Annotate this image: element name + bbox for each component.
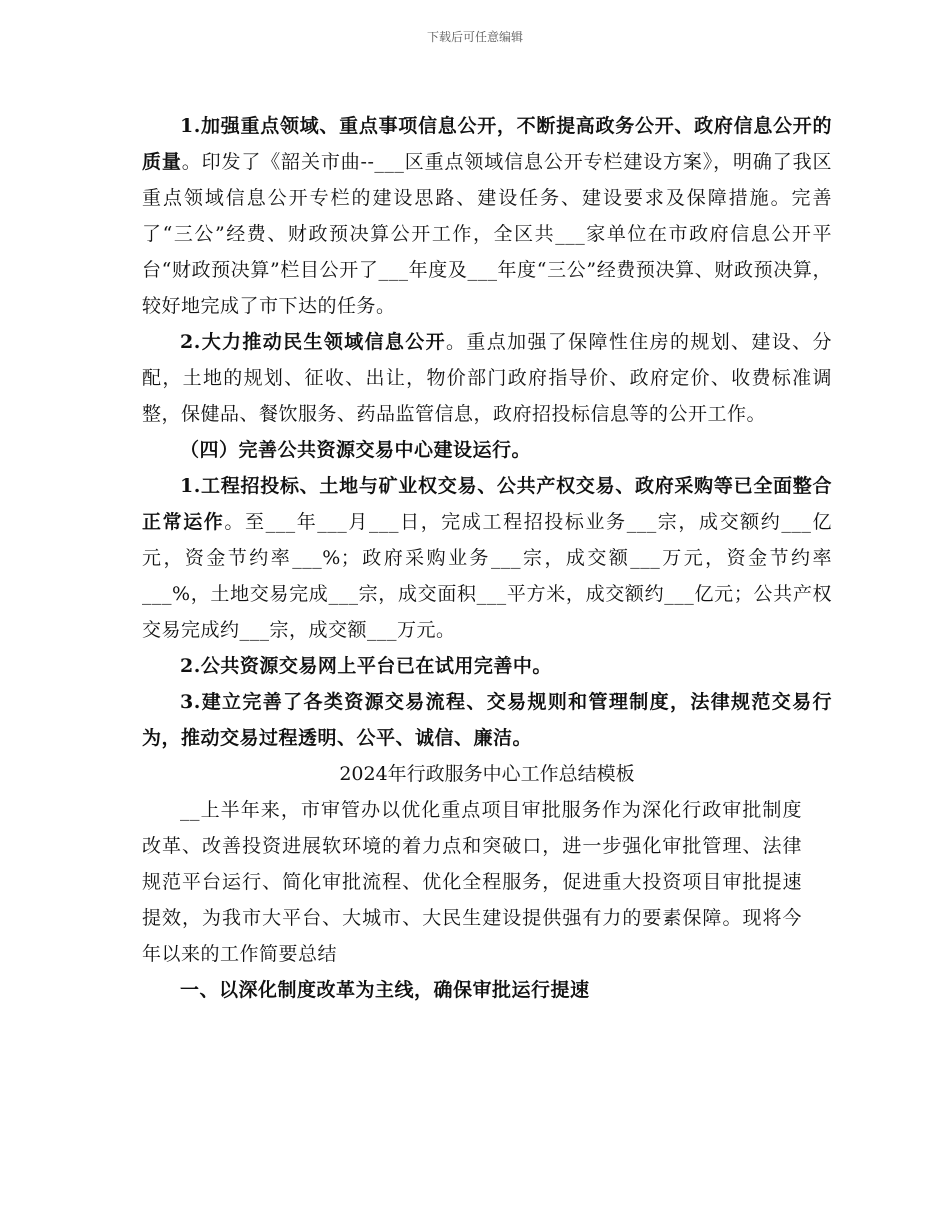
document-title: 2024年行政服务中心工作总结模板 — [339, 763, 635, 785]
paragraph-1-text: 。印发了《韶关市曲--___区重点领域信息公开专栏建设方案》，明确了我区重点领域信息公开专栏的建设思路、建设任务、建设要求及保障措施。完善了“三公”经费、财政预决算公开工作，全区共___家单位在市政府信息公开平台“财政预决算”栏目公开了___年度及___年度“三公”经费预决算、财政预决算，较好地完成了市下达的任务。 — [142, 151, 832, 317]
section-heading-1: 一、以深化制度改革为主线，确保审批运行提速 — [180, 979, 590, 1001]
paragraph-1-heading: 1.加强重点领域、重点事项信息公开，不断提高政务公开、政府信息公开的质量 — [142, 115, 832, 173]
paragraph-2-heading: 2.大力推动民生领域信息公开 — [180, 331, 447, 353]
paragraph-5: 3.建立完善了各类资源交易流程、交易规则和管理制度，法律规范交易行为，推动交易过程透明、公平、诚信、廉洁。 — [142, 691, 832, 749]
paragraph-3-heading: 1.工程招投标、土地与矿业权交易、公共产权交易、政府采购等已全面整合正常运作 — [142, 475, 832, 533]
paragraph-6: __上半年来，市审管办以优化重点项目审批服务作为深化行政审批制度改革、改善投资进展软环境的着力点和突破口，进一步强化审批管理、法律规范平台运行、简化审批流程、优化全程服务，促进重大投资项目审批提速提效，为我市大平台、大城市、大民生建设提供强有力的要素保障。现将今年以来的工作简要总结 — [142, 799, 802, 965]
paragraph-2 — [142, 324, 832, 432]
paragraph-4: 2.公共资源交易网上平台已在试用完善中。 — [180, 655, 552, 677]
paragraph-3 — [142, 468, 832, 648]
page-header: 下载后可任意编辑 — [426, 30, 523, 44]
paragraph-2-text: 。重点加强了保障性住房的规划、建设、分配，土地的规划、征收、出让，物价部门政府指导价、政府定价、收费标准调整，保健品、餐饮服务、药品监管信息，政府招投标信息等的公开工作。 — [142, 331, 832, 425]
paragraph-1 — [142, 108, 832, 324]
section-heading-4: （四）完善公共资源交易中心建设运行。 — [180, 439, 532, 461]
document-body — [142, 108, 832, 1008]
paragraph-3-text: 。至___年___月___日，完成工程招投标业务___宗，成交额约___亿元，资金节约率___%；政府采购业务___宗，成交额___万元，资金节约率___%，土地交易完成___宗，成交面积___平方米，成交额约___亿元；公共产权交易完成约___宗，成交额___万元。 — [142, 511, 832, 641]
